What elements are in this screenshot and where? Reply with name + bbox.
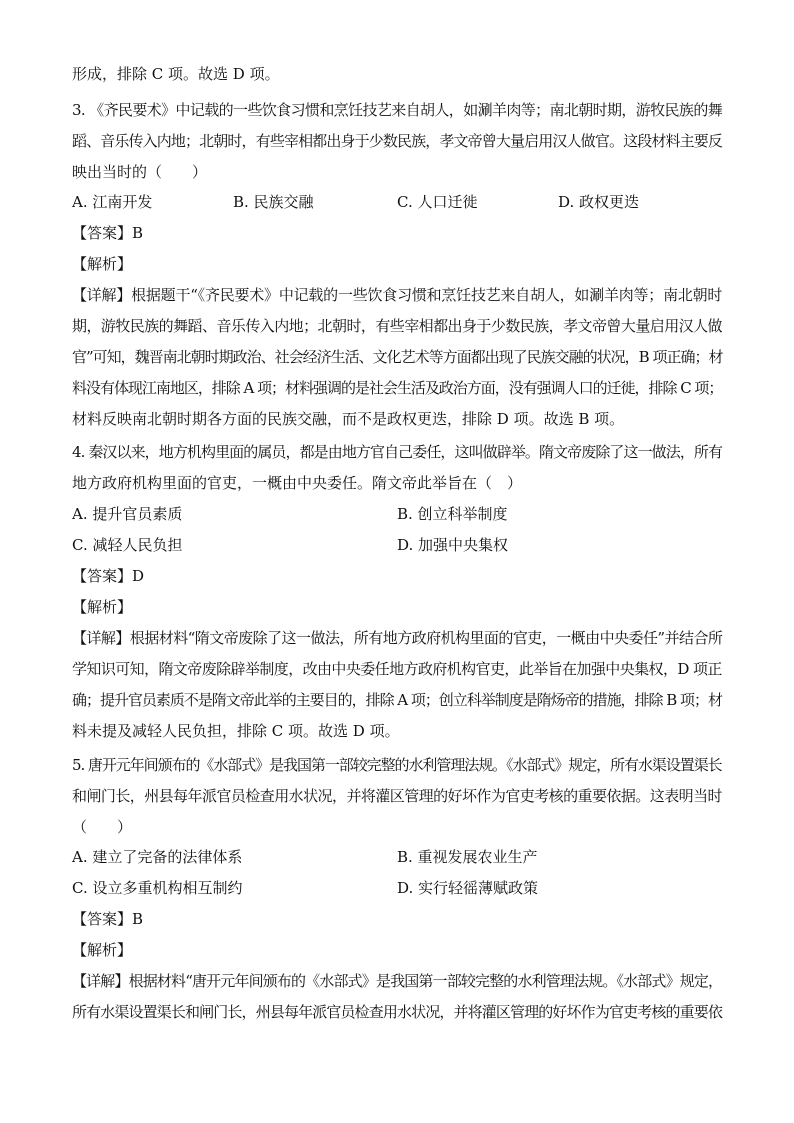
q5-analysis-label: 【解析】 — [72, 941, 133, 959]
q3-detail-line-5: 材料反映南北朝时期各方面的民族交融，而不是政权更迭，排除 D 项。故选 B 项。 — [72, 410, 625, 428]
q3-stem-line-2: 蹈、音乐传入内地；北朝时，有些宰相都出身于少数民族，孝文帝曾大量启用汉人做官。这段材料主要反 — [72, 132, 722, 150]
q4-answer: 【答案】D — [72, 567, 145, 585]
q5-option-d: D. 实行轻徭薄赋政策 — [397, 879, 539, 897]
q3-detail-line-3: 官”可知，魏晋南北朝时期政治、社会经济生活、文化艺术等方面都出现了民族交融的状况，B 项正确；材 — [72, 348, 723, 366]
q4-detail-line-4: 料未提及减轻人民负担，排除 C 项。故选 D 项。 — [72, 722, 400, 740]
q3-answer: 【答案】B — [72, 224, 144, 242]
q3-option-a: A. 江南开发 — [72, 193, 153, 211]
q3-detail-line-2: 期，游牧民族的舞蹈、音乐传入内地；北朝时，有些宰相都出身于少数民族，孝文帝曾大量启用汉人做 — [72, 317, 722, 335]
q4-detail-line-1: 【详解】根据材料“隋文帝废除了这一做法，所有地方政府机构里面的官吏，一概由中央委任”并结合所 — [72, 629, 723, 647]
q3-detail-line-4: 料没有体现江南地区，排除 A 项；材料强调的是社会生活及政治方面，没有强调人口的迁徙，排除 C 项； — [72, 379, 723, 397]
q3-analysis-label: 【解析】 — [72, 255, 133, 273]
q5-detail-line-2: 所有水渠设置渠长和闸门长，州县每年派官员检查用水状况，并将灌区管理的好坏作为官吏考核的重要依 — [72, 1003, 722, 1021]
q3-option-c: C. 人口迁徙 — [397, 193, 478, 211]
q5-stem-line-2: 和闸门长，州县每年派官员检查用水状况，并将灌区管理的好坏作为官吏考核的重要依据。这表明当时 — [72, 787, 722, 805]
q3-stem-line-1: 3. 《齐民要术》中记载的一些饮食习惯和烹饪技艺来自胡人，如涮羊肉等；南北朝时期，游牧民族的舞 — [72, 101, 723, 119]
q4-option-b: B. 创立科举制度 — [397, 505, 508, 523]
q4-option-d: D. 加强中央集权 — [397, 536, 509, 554]
q5-answer: 【答案】B — [72, 910, 144, 928]
q5-option-a: A. 建立了完备的法律体系 — [72, 848, 243, 866]
q5-stem-line-3: （ ） — [72, 818, 133, 836]
intro-line: 形成，排除 C 项。故选 D 项。 — [72, 65, 280, 83]
q4-analysis-label: 【解析】 — [72, 598, 133, 616]
q3-stem-line-3: 映出当时的（ ） — [72, 163, 208, 181]
q3-detail-line-1: 【详解】根据题干“《齐民要术》中记载的一些饮食习惯和烹饪技艺来自胡人，如涮羊肉等；南北朝时 — [72, 286, 723, 304]
q4-stem-line-1: 4. 秦汉以来，地方机构里面的属员，都是由地方官自己委任，这叫做辟举。隋文帝废除了这一做法，所有 — [72, 443, 723, 461]
q4-stem-line-2: 地方政府机构里面的官吏，一概由中央委任。隋文帝此举旨在（ ） — [72, 474, 523, 492]
q4-option-c: C. 减轻人民负担 — [72, 536, 183, 554]
q4-detail-line-3: 确；提升官员素质不是隋文帝此举的主要目的，排除 A 项；创立科举制度是隋炀帝的措施，排除 B 项；材 — [72, 691, 722, 709]
q4-detail-line-2: 学知识可知，隋文帝废除辟举制度，改由中央委任地方政府机构官吏，此举旨在加强中央集权，D 项正 — [72, 660, 722, 678]
q3-option-d: D. 政权更迭 — [558, 193, 640, 211]
q3-option-b: B. 民族交融 — [233, 193, 314, 211]
q5-option-b: B. 重视发展农业生产 — [397, 848, 538, 866]
q5-stem-line-1: 5. 唐开元年间颁布的《水部式》是我国第一部较完整的水利管理法规。《水部式》规定，所有水渠设置渠长 — [72, 756, 722, 774]
q5-option-c: C. 设立多重机构相互制约 — [72, 879, 243, 897]
q5-detail-line-1: 【详解】根据材料“唐开元年间颁布的《水部式》是我国第一部较完整的水利管理法规。《水部式》规定， — [72, 972, 723, 990]
q4-option-a: A. 提升官员素质 — [72, 505, 183, 523]
